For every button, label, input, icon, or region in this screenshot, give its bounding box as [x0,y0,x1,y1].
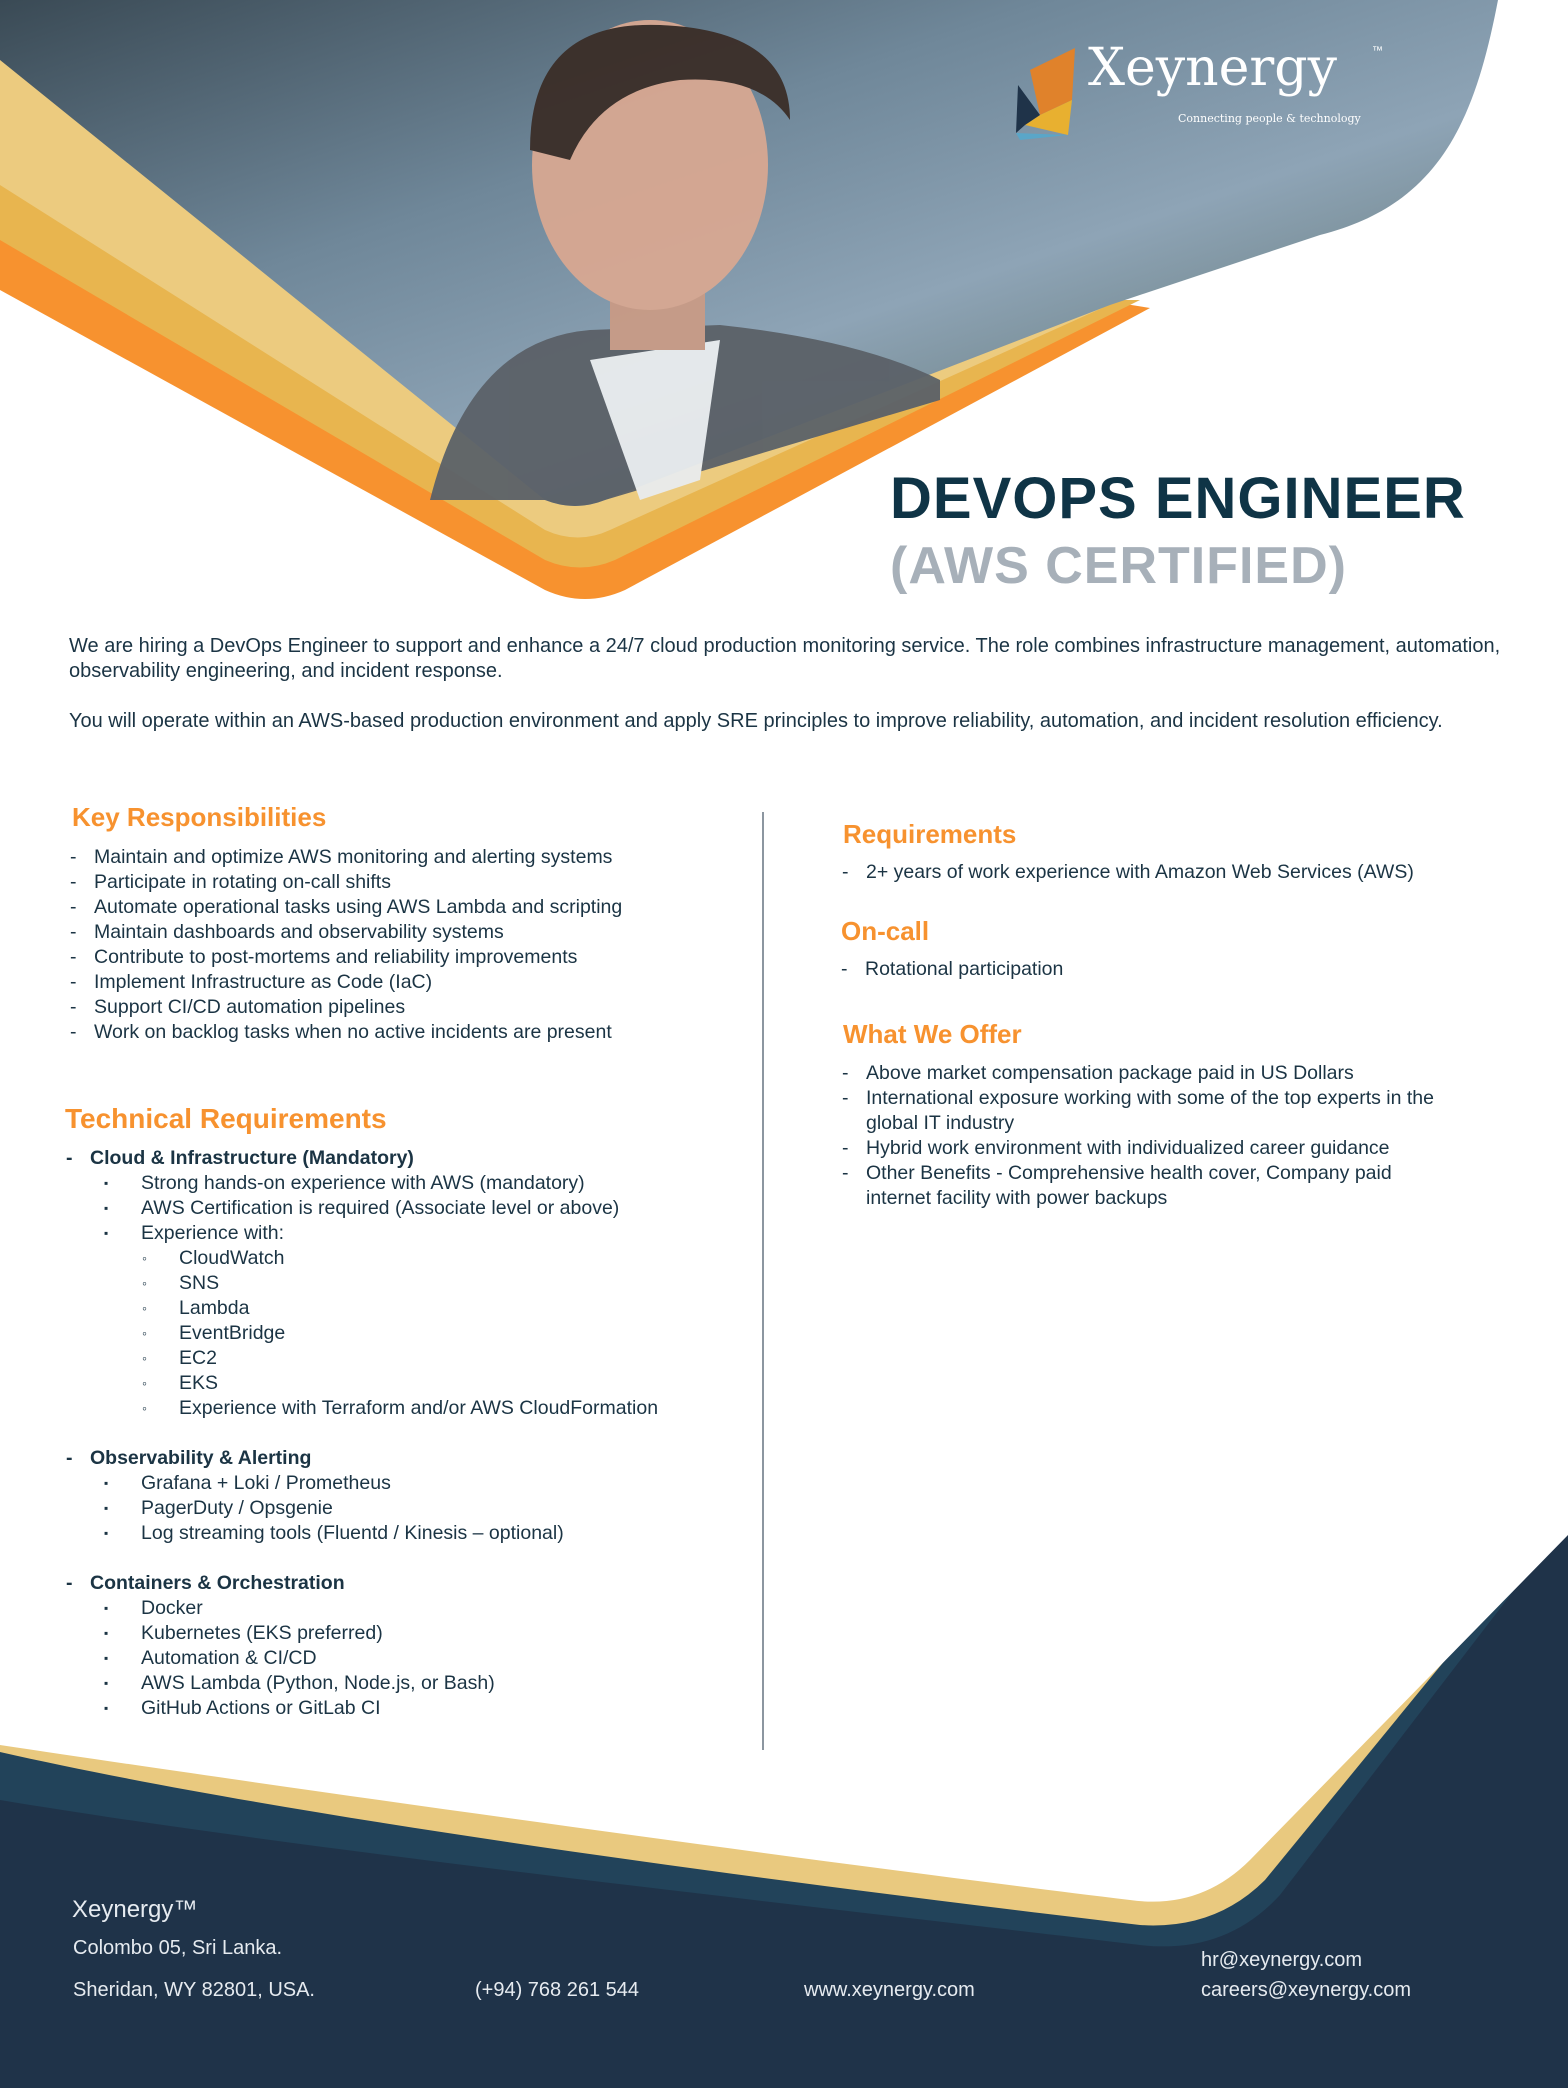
list-item: ▪ Kubernetes (EKS preferred) [104,1622,383,1644]
footer-email-careers[interactable]: careers@xeynergy.com [1201,1979,1411,2001]
list-item: - Hybrid work environment with individualized career guidance [842,1137,1390,1159]
offer-heading: What We Offer [843,1019,1022,1049]
list-item: ◦ CloudWatch [142,1247,285,1269]
list-item: - Rotational participation [841,958,1064,980]
footer-phone[interactable]: (+94) 768 261 544 [475,1979,640,2001]
requirements-list [842,860,1414,885]
brand-tagline: Connecting people & technology [1178,112,1361,125]
brand-logo: Xeynergy [1088,38,1337,98]
list-item: ▪ Automation & CI/CD [104,1647,317,1669]
list-item: ◦ Experience with Terraform and/or AWS CloudFormation [142,1397,659,1419]
list-item: - Contribute to post-mortems and reliability improvements [70,946,578,968]
job-title: DEVOPS ENGINEER [890,466,1466,531]
intro-paragraph-2: You will operate within an AWS-based production environment and apply SRE principles to improve reliability, automation, and incident resolution efficiency. [69,710,1443,732]
list-item: - Maintain dashboards and observability systems [70,921,504,943]
list-item: ▪ PagerDuty / Opsgenie [104,1497,333,1519]
list-item: ◦ Lambda [142,1297,250,1319]
responsibilities-list [70,845,622,1045]
list-item: ◦ SNS [142,1272,220,1294]
footer-email-hr[interactable]: hr@xeynergy.com [1201,1949,1363,1971]
spacer [66,1546,658,1571]
oncall-list [841,957,1063,982]
offer-list [842,1061,1442,1211]
list-item: ▪ GitHub Actions or GitLab CI [104,1697,381,1719]
technical-list [66,1146,658,1721]
list-item: - 2+ years of work experience with Amazon Web Services (AWS) [842,861,1414,883]
group-containers: - Containers & Orchestration [66,1572,345,1594]
footer-website-link[interactable]: www.xeynergy.com [804,1979,975,2001]
footer-company: Xeynergy™ [72,1896,198,1923]
list-item: ▪ AWS Certification is required (Associate level or above) [104,1197,620,1219]
oncall-heading: On-call [841,916,930,946]
brand-trademark: ™ [1372,45,1383,57]
technical-heading: Technical Requirements [65,1103,387,1134]
list-item: ▪ Experience with: [104,1222,285,1244]
list-item: - Maintain and optimize AWS monitoring and alerting systems [70,846,613,868]
list-item: ▪ Docker [104,1597,203,1619]
list-item: ◦ EKS [142,1372,219,1394]
footer-address-2: Sheridan, WY 82801, USA. [73,1979,315,2001]
job-subtitle: (AWS CERTIFIED) [890,537,1347,595]
list-item: ▪ Strong hands-on experience with AWS (mandatory) [104,1172,585,1194]
responsibilities-heading: Key Responsibilities [72,802,327,832]
list-item: - International exposure working with some of the top experts in the global IT industry [842,1087,1434,1134]
list-item: ◦ EventBridge [142,1322,286,1344]
column-divider [762,812,764,1750]
list-item: - Automate operational tasks using AWS Lambda and scripting [70,896,623,918]
list-item: ◦ EC2 [142,1347,217,1369]
list-item: - Work on backlog tasks when no active incidents are present [70,1021,612,1043]
list-item: - Implement Infrastructure as Code (IaC) [70,971,433,993]
list-item: ▪ Log streaming tools (Fluentd / Kinesis – optional) [104,1522,564,1544]
list-item: ▪ Grafana + Loki / Prometheus [104,1472,391,1494]
list-item: ▪ AWS Lambda (Python, Node.js, or Bash) [104,1672,495,1694]
group-observability: - Observability & Alerting [66,1447,312,1469]
list-item: - Support CI/CD automation pipelines [70,996,406,1018]
intro-paragraph-1: We are hiring a DevOps Engineer to support and enhance a 24/7 cloud production monitoring service. The role combines infrastructure management, automation, observability engineering, and incident response. [69,635,1501,682]
list-item: - Other Benefits - Comprehensive health cover, Company paid internet facility with power backups [842,1162,1392,1209]
group-cloud: - Cloud & Infrastructure (Mandatory) [66,1147,414,1169]
requirements-heading: Requirements [843,819,1017,849]
footer-address-1: Colombo 05, Sri Lanka. [73,1937,283,1959]
list-item: - Above market compensation package paid in US Dollars [842,1062,1354,1084]
spacer [66,1421,658,1446]
list-item: - Participate in rotating on-call shifts [70,871,391,893]
